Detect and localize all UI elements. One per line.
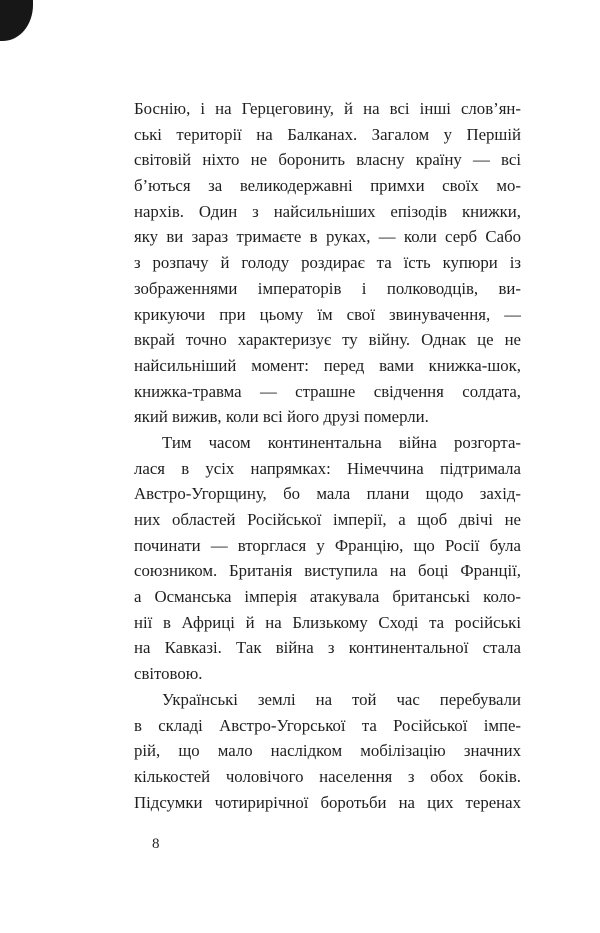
text-line: який вижив, коли всі його друзі померли. [134, 407, 429, 427]
text-line: починати — вторглася у Францію, що Росії була [134, 535, 521, 555]
text-line: нархів. Один з найсильніших епізодів книжки, [134, 201, 521, 221]
text-line: Підсумки чотирирічної боротьби на цих теренах [134, 792, 521, 812]
text-line: в складі Австро-Угорської та Російської імпе- [134, 715, 521, 735]
text-line: Австро-Угорщину, бо мала плани щодо захід- [134, 484, 521, 504]
text-line: кількостей чоловічого населення з обох боків. [134, 766, 521, 786]
text-line: нії в Африці й на Близькому Сході та російські [134, 612, 521, 632]
text-line: вкрай точно характеризує ту війну. Однак це не [134, 330, 521, 350]
page-number: 8 [152, 836, 160, 852]
text-line: союзником. Британія виступила на боці Франції, [134, 561, 521, 581]
text-line: книжка-травма — страшне свідчення солдата, [134, 381, 521, 401]
text-line: рій, що мало наслідком мобілізацію значних [134, 741, 521, 761]
text-line: світовою. [134, 664, 203, 684]
text-line: крикуючи при цьому їм свої звинувачення, — [134, 304, 521, 324]
text-line: лася в усіх напрямках: Німеччина підтримала [134, 458, 521, 478]
text-line: а Османська імперія атакувала британські коло- [134, 587, 521, 607]
page-text [134, 96, 521, 815]
text-line: з розпачу й голоду роздирає та їсть купюри із [134, 253, 521, 273]
text-line: ські території на Балканах. Загалом у Першій [134, 124, 521, 144]
text-line: б’ються за великодержавні примхи своїх мо- [134, 176, 521, 196]
text-line: найсильніший момент: перед вами книжка-шок, [134, 355, 521, 375]
text-line: них областей Російської імперії, а щоб двічі не [134, 510, 521, 529]
text-line: світовій ніхто не боронить власну країну — всі [134, 150, 521, 170]
text-line: Боснію, і на Герцеговину, й на всі інші слов’ян- [134, 99, 521, 118]
corner-mark [0, 0, 33, 41]
text-line: на Кавказі. Так війна з континентальної стала [134, 638, 521, 658]
text-line: зображеннями імператорів і полководців, ви- [134, 278, 521, 298]
text-line: Тим часом континентальна війна розгорта- [162, 432, 521, 452]
text-line: яку ви зараз тримаєте в руках, — коли серб Сабо [134, 227, 521, 247]
text-line: Українські землі на той час перебували [162, 689, 521, 709]
